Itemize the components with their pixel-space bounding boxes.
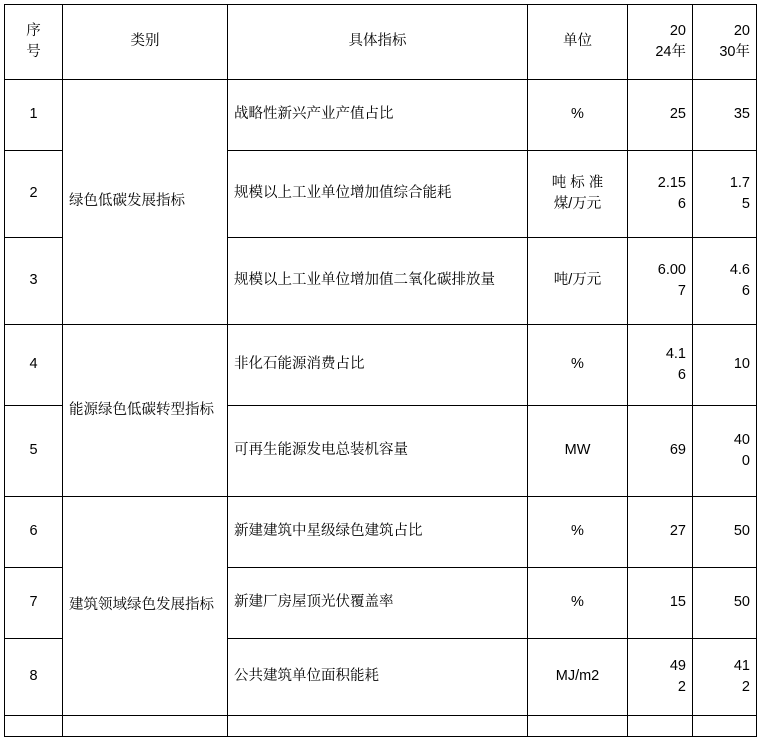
row-unit-line1: MW <box>564 442 591 459</box>
table-row <box>5 325 757 406</box>
row-indicator: 新建厂房屋顶光伏覆盖率 <box>228 568 528 639</box>
row-value-2024 <box>628 80 693 151</box>
row-value-2030-sub: 5 <box>741 196 750 212</box>
row-value-2030-main: 35 <box>733 106 750 123</box>
row-value-2024 <box>628 406 693 497</box>
column-header-indicator: 具体指标 <box>228 5 528 80</box>
row-value-2024-main: 15 <box>669 594 686 611</box>
row-value-2024 <box>628 568 693 639</box>
row-indicator <box>228 716 528 737</box>
row-unit-line2: 煤/万元 <box>553 196 602 212</box>
row-value-2024 <box>628 639 693 716</box>
row-value-2024-main: 2.15 <box>657 174 686 191</box>
row-no: 3 <box>5 238 63 325</box>
row-value-2030-main: 1.7 <box>729 174 750 191</box>
column-header-no <box>5 5 63 80</box>
row-no: 2 <box>5 151 63 238</box>
row-value-2030-sub: 2 <box>741 679 750 695</box>
row-unit <box>528 497 628 568</box>
row-unit-line1: % <box>571 523 584 540</box>
row-unit-line1: % <box>571 106 584 123</box>
year-2030-line2: 30年 <box>719 44 750 60</box>
row-value-2030 <box>693 80 757 151</box>
row-no: 5 <box>5 406 63 497</box>
year-2024-line2: 24年 <box>655 44 686 60</box>
column-header-no-line1: 序 <box>26 22 41 39</box>
row-value-2030-main: 10 <box>733 356 750 373</box>
column-header-year-2030 <box>693 5 757 80</box>
table-row-partial <box>5 716 757 737</box>
row-no: 7 <box>5 568 63 639</box>
row-indicator: 公共建筑单位面积能耗 <box>228 639 528 716</box>
row-indicator: 非化石能源消费占比 <box>228 325 528 406</box>
row-value-2024 <box>628 238 693 325</box>
row-value-2024-sub: 6 <box>677 196 686 212</box>
row-value-2024-main: 25 <box>669 106 686 123</box>
row-value-2024-main: 69 <box>669 442 686 459</box>
row-unit-line1: 吨/万元 <box>553 272 602 289</box>
row-value-2030-main: 4.6 <box>729 261 750 278</box>
column-header-unit: 单位 <box>528 5 628 80</box>
row-value-2030 <box>693 568 757 639</box>
row-value-2030-sub: 0 <box>741 453 750 469</box>
row-value-2030 <box>693 716 757 737</box>
row-value-2024-main: 6.00 <box>657 261 686 278</box>
group-label-building-sector: 建筑领域绿色发展指标 <box>63 497 228 716</box>
table-header-row <box>5 5 757 80</box>
row-value-2030 <box>693 325 757 406</box>
year-2024-line1: 20 <box>669 22 686 39</box>
row-indicator: 新建建筑中星级绿色建筑占比 <box>228 497 528 568</box>
row-no <box>5 716 63 737</box>
row-unit-line1: % <box>571 356 584 373</box>
row-value-2030-sub: 6 <box>741 283 750 299</box>
row-unit <box>528 639 628 716</box>
row-unit-line1: 吨 标 准 <box>551 174 604 191</box>
row-unit <box>528 238 628 325</box>
row-value-2030-main: 41 <box>733 657 750 674</box>
row-category <box>63 716 228 737</box>
row-unit <box>528 568 628 639</box>
row-value-2024-sub: 2 <box>677 679 686 695</box>
row-value-2030 <box>693 406 757 497</box>
row-indicator: 可再生能源发电总装机容量 <box>228 406 528 497</box>
table-row <box>5 80 757 151</box>
column-header-year-2024 <box>628 5 693 80</box>
row-value-2024-main: 49 <box>669 657 686 674</box>
table-row <box>5 497 757 568</box>
row-value-2024 <box>628 716 693 737</box>
column-header-category: 类别 <box>63 5 228 80</box>
row-value-2030 <box>693 151 757 238</box>
row-indicator: 战略性新兴产业产值占比 <box>228 80 528 151</box>
row-unit-line1: MJ/m2 <box>555 668 600 685</box>
row-no: 6 <box>5 497 63 568</box>
row-no: 8 <box>5 639 63 716</box>
row-value-2030-main: 50 <box>733 594 750 611</box>
row-value-2024 <box>628 497 693 568</box>
column-header-no-line2: 号 <box>26 44 41 60</box>
row-no: 4 <box>5 325 63 406</box>
row-value-2030 <box>693 497 757 568</box>
row-value-2030-main: 40 <box>733 431 750 448</box>
row-unit <box>528 406 628 497</box>
row-value-2024-main: 27 <box>669 523 686 540</box>
row-value-2030-main: 50 <box>733 523 750 540</box>
row-no: 1 <box>5 80 63 151</box>
group-label-green-low-carbon: 绿色低碳发展指标 <box>63 80 228 325</box>
row-value-2024-sub: 6 <box>677 367 686 383</box>
row-value-2024-main: 4.1 <box>665 345 686 362</box>
row-unit <box>528 80 628 151</box>
row-value-2030 <box>693 238 757 325</box>
row-indicator: 规模以上工业单位增加值综合能耗 <box>228 151 528 238</box>
row-value-2030 <box>693 639 757 716</box>
indicator-table <box>4 4 757 737</box>
row-unit <box>528 151 628 238</box>
row-unit <box>528 325 628 406</box>
row-value-2024 <box>628 151 693 238</box>
year-2030-line1: 20 <box>733 22 750 39</box>
row-unit <box>528 716 628 737</box>
row-unit-line1: % <box>571 594 584 611</box>
group-label-energy-transition: 能源绿色低碳转型指标 <box>63 325 228 497</box>
row-value-2024 <box>628 325 693 406</box>
row-indicator: 规模以上工业单位增加值二氧化碳排放量 <box>228 238 528 325</box>
row-value-2024-sub: 7 <box>677 283 686 299</box>
